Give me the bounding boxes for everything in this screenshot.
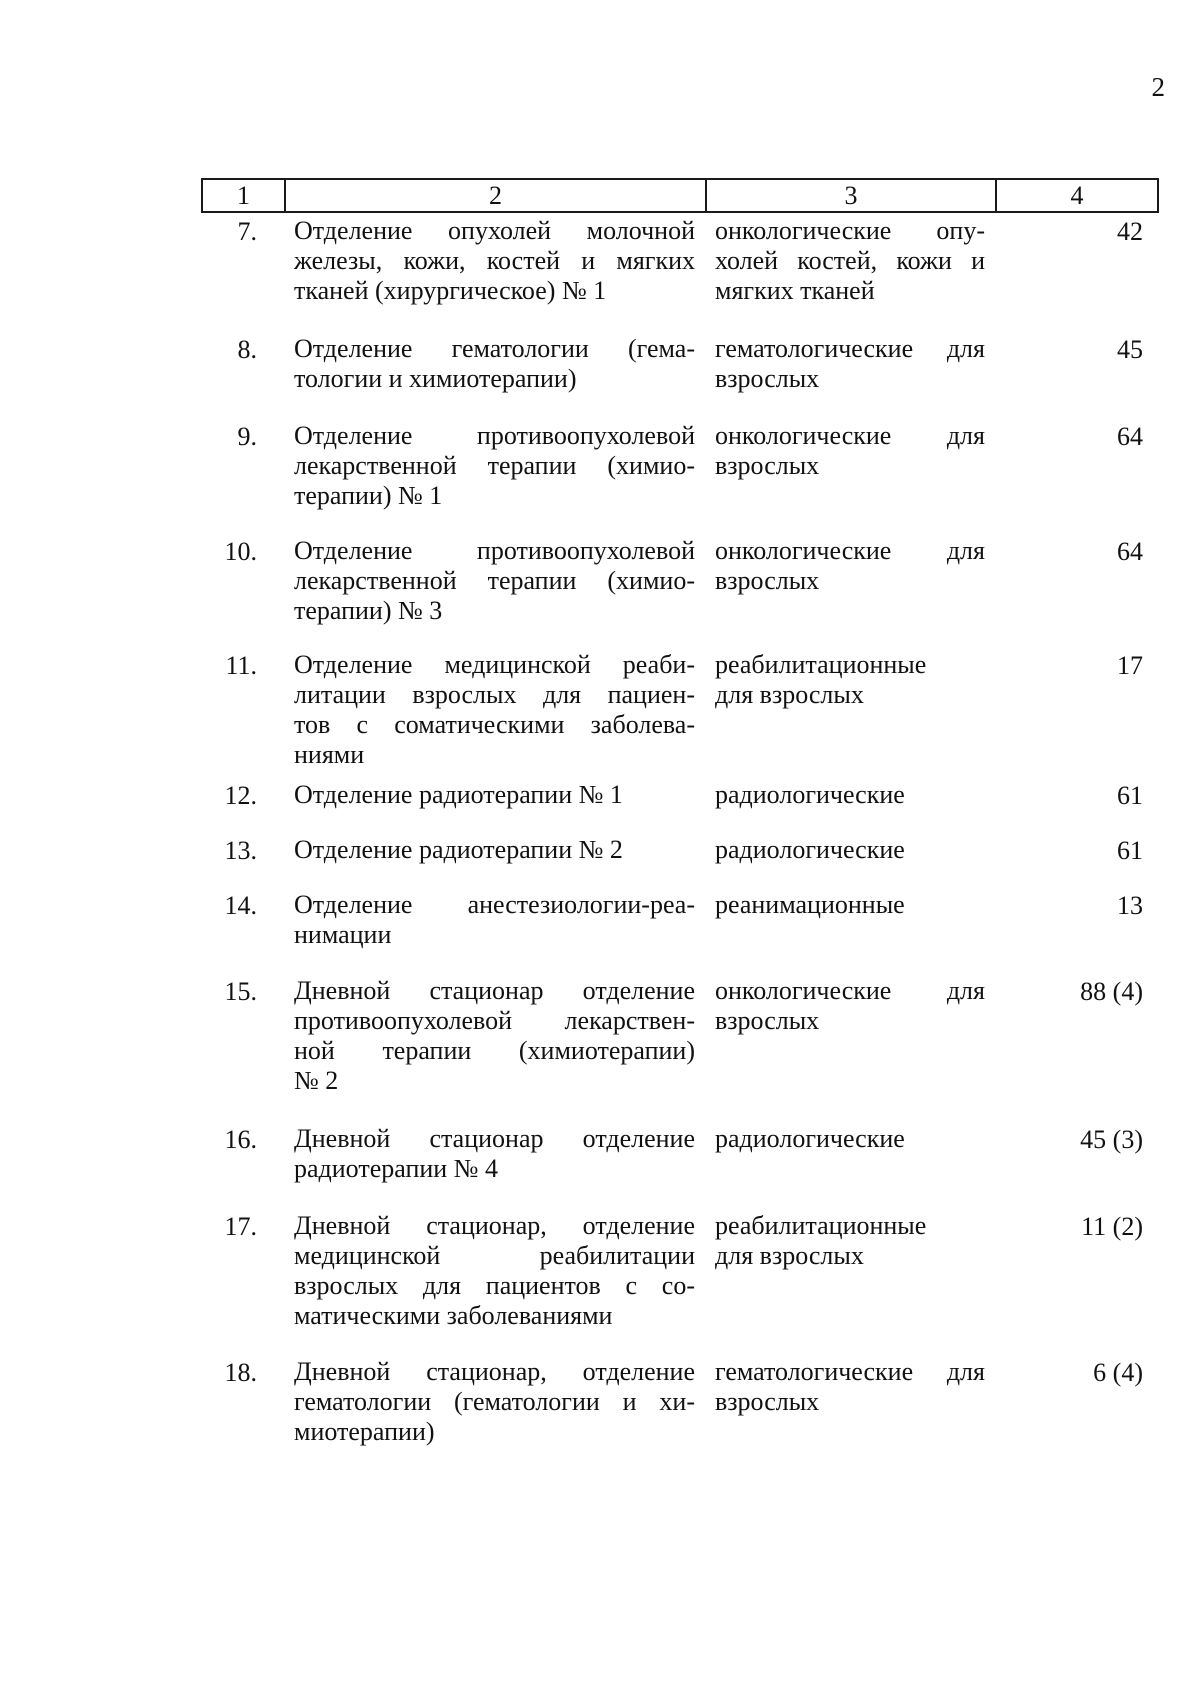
bed-profile [715,216,985,306]
department-name-line: миотерапии) [294,1417,435,1446]
department-name [294,976,695,1096]
bed-profile-line: мягких тканей [715,276,875,305]
row-number: 16. [224,1125,257,1154]
row-number: 12. [224,781,257,810]
bed-profile-line: радиологические [715,1124,905,1153]
department-name-line: № 2 [294,1066,339,1095]
bed-count: 64 [1117,422,1143,451]
department-name [294,1211,695,1331]
bed-profile-line: взрослых [715,1006,820,1035]
bed-profile-line: взрослых [715,566,820,595]
bed-count: 11 (2) [1081,1212,1143,1241]
bed-profile [715,421,985,481]
department-name-line: матическими заболеваниями [294,1301,613,1330]
bed-count: 64 [1117,537,1143,566]
row-number: 8. [237,335,257,364]
bed-profile [715,536,985,596]
department-name-line: Отделение радиотерапии № 2 [294,835,623,864]
row-number: 15. [224,977,257,1006]
department-name-line: Отделение противоопухолевой [294,536,695,565]
department-name-line: Дневной стационар, отделение [294,1211,695,1240]
department-name-line: ниями [294,740,365,769]
department-name [294,890,695,950]
bed-profile [715,890,985,920]
bed-profile-line: взрослых [715,1387,820,1416]
department-name-line: противоопухолевой лекарствен- [294,1006,695,1035]
bed-count: 61 [1117,836,1143,865]
bed-profile-line: гематологические для [715,1357,985,1386]
row-number: 7. [237,217,257,246]
bed-profile [715,650,985,710]
department-name [294,650,695,770]
column-header-table [201,178,1159,213]
bed-profile-line: онкологические для [715,536,985,565]
department-name [294,421,695,511]
department-name-line: Отделение опухолей молочной [294,216,695,245]
department-name [294,536,695,626]
department-name-line: радиотерапии № 4 [294,1154,498,1183]
bed-count: 45 (3) [1080,1125,1143,1154]
bed-profile-line: реабилитационные [715,650,927,679]
department-name-line: Отделение медицинской реаби- [294,650,695,679]
department-name-line: Дневной стационар отделение [294,1124,695,1153]
row-number: 9. [237,422,257,451]
department-name-line: лекарственной терапии (химио- [294,566,695,595]
department-name-line: нимации [294,920,392,949]
department-name [294,780,695,810]
bed-profile [715,780,985,810]
bed-count: 88 (4) [1080,977,1143,1006]
bed-profile-line: для взрослых [715,680,864,709]
bed-count: 6 (4) [1093,1358,1143,1387]
bed-count: 13 [1117,891,1143,920]
bed-profile-line: радиологические [715,780,905,809]
bed-profile [715,1211,985,1271]
department-name-line: взрослых для пациентов с со- [294,1271,695,1300]
bed-profile [715,1124,985,1154]
bed-profile-line: для взрослых [715,1241,864,1270]
department-name [294,1357,695,1447]
bed-profile-line: онкологические для [715,421,985,450]
bed-profile-line: гематологические для [715,334,985,363]
department-name-line: терапии) № 1 [294,481,443,510]
department-name-line: тов с соматическими заболева- [294,710,695,739]
department-name-line: терапии) № 3 [294,596,443,625]
bed-profile-line: взрослых [715,364,820,393]
page-number: 2 [1151,72,1165,102]
bed-profile [715,334,985,394]
department-name [294,216,695,306]
department-name [294,334,695,394]
bed-profile-line: онкологические опу- [715,216,985,245]
department-name-line: тологии и химиотерапии) [294,364,577,393]
bed-profile [715,1357,985,1417]
row-number: 10. [224,537,257,566]
bed-count: 45 [1117,335,1143,364]
department-name-line: тканей (хирургическое) № 1 [294,276,607,305]
column-header-4: 4 [996,179,1158,212]
column-header-1: 1 [202,179,285,212]
row-number: 13. [224,836,257,865]
column-header-3: 3 [706,179,996,212]
bed-count: 17 [1117,651,1143,680]
column-header-row [202,179,1158,212]
row-number: 14. [224,891,257,920]
bed-profile-line: холей костей, кожи и [715,246,985,275]
bed-profile [715,835,985,865]
department-name-line: Отделение радиотерапии № 1 [294,780,623,809]
department-name-line: Отделение анестезиологии-реа- [294,890,695,919]
bed-profile-line: радиологические [715,835,905,864]
bed-profile-line: взрослых [715,451,820,480]
bed-profile [715,976,985,1036]
row-number: 17. [224,1212,257,1241]
bed-count: 61 [1117,781,1143,810]
department-name-line: железы, кожи, костей и мягких [294,246,695,275]
department-name-line: Дневной стационар, отделение [294,1357,695,1386]
department-name [294,835,695,865]
department-name-line: Отделение противоопухолевой [294,421,695,450]
department-name-line: лекарственной терапии (химио- [294,451,695,480]
department-name-line: гематологии (гематологии и хи- [294,1387,695,1416]
department-name [294,1124,695,1184]
department-name-line: литации взрослых для пациен- [294,680,695,709]
bed-count: 42 [1117,217,1143,246]
row-number: 11. [225,651,257,680]
column-header-2: 2 [285,179,706,212]
department-name-line: медицинской реабилитации [294,1241,695,1270]
department-name-line: Дневной стационар отделение [294,976,695,1005]
bed-profile-line: реабилитационные [715,1211,927,1240]
bed-profile-line: онкологические для [715,976,985,1005]
row-number: 18. [224,1358,257,1387]
department-name-line: Отделение гематологии (гема- [294,334,695,363]
department-name-line: ной терапии (химиотерапии) [294,1036,695,1065]
bed-profile-line: реанимационные [715,890,905,919]
